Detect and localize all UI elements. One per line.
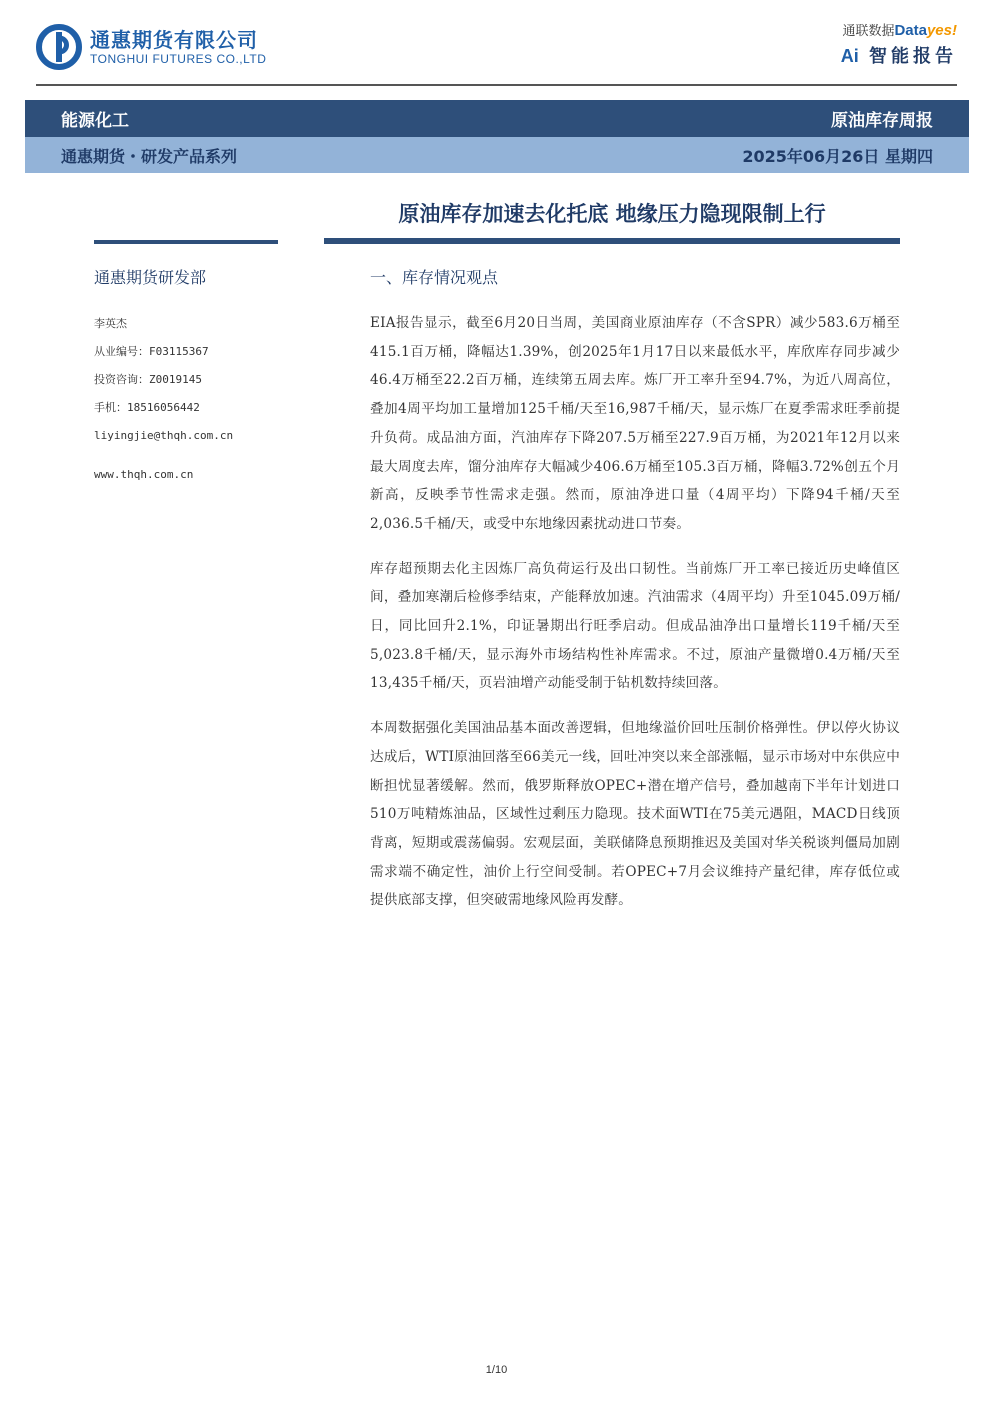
website-link[interactable]: www.thqh.com.cn (94, 468, 194, 481)
company-name-en: TONGHUI FUTURES CO.,LTD (90, 52, 267, 66)
company-logo-icon (36, 24, 82, 70)
report-date: 2025年06月26日 星期四 (742, 146, 933, 166)
sector-label: 能源化工 (61, 111, 129, 131)
email-address[interactable]: liyingjie@thqh.com.cn (94, 429, 234, 442)
category-band (25, 100, 969, 137)
brand-prefix: 通联数据 (842, 24, 895, 39)
report-type-label: 原油库存周报 (831, 111, 933, 131)
series-band (25, 137, 969, 173)
brand-data: Data (894, 22, 927, 39)
page-number: 1/10 (485, 1364, 508, 1376)
author-sidebar (94, 266, 294, 484)
author-name: 李英杰 (94, 317, 127, 330)
brand-yes: yes! (926, 22, 957, 39)
section-body (370, 309, 900, 931)
paragraph: 库存超预期去化主因炼厂高负荷运行及出口韧性。当前炼厂开工率已接近历史峰值区间，叠加寒潮后检修季结束，产能释放加速。汽油需求（4周平均）升至1045.09万桶/日，同比回升2.1%，印证暑期出行旺季启动。但成品油净出口量增长119千桶/天至5,023.8千桶/天，显示海外市场结构性补库需求。不过，原油产量微增0.4万桶/天至13,435千桶/天，页岩油增产动能受制于钻机数持续回落。 (370, 560, 900, 692)
brand-ai: Ai (840, 46, 859, 66)
header-divider (36, 84, 957, 86)
phone-number: 手机：18516056442 (94, 401, 200, 414)
brand-report: 智能报告 (869, 46, 957, 67)
license-number: 从业编号：F03115367 (94, 345, 209, 358)
company-logo (36, 24, 266, 70)
company-name-cn: 通惠期货有限公司 (90, 28, 258, 52)
series-label: 通惠期货・研发产品系列 (61, 146, 238, 166)
report-title: 原油库存加速去化托底 地缘压力隐现限制上行 (398, 202, 826, 226)
department-name: 通惠期货研发部 (94, 268, 207, 287)
title-rule (324, 238, 900, 244)
paragraph: 本周数据强化美国油品基本面改善逻辑，但地缘溢价回吐压制价格弹性。伊以停火协议达成后，WTI原油回落至66美元一线，回吐冲突以来全部涨幅，显示市场对中东供应中断担忧显著缓解。然而，俄罗斯释放OPEC+潜在增产信号，叠加越南下半年计划进口510万吨精炼油品，区域性过剩压力隐现。技术面WTI在75美元遇阻，MACD日线顶背离，短期或震荡偏弱。宏观层面，美联储降息预期推迟及美国对华关税谈判僵局加剧需求端不确定性，油价上行空间受制。若OPEC+7月会议维持产量纪律，库存低位或提供底部支撑，但突破需地缘风险再发酵。 (370, 720, 900, 909)
section-heading: 一、库存情况观点 (370, 268, 499, 287)
datayes-brand (841, 22, 957, 70)
sidebar-rule (94, 240, 278, 244)
consulting-number: 投资咨询：Z0019145 (94, 373, 202, 386)
paragraph: EIA报告显示，截至6月20日当周，美国商业原油库存（不含SPR）减少583.6万桶至415.1百万桶，降幅达1.39%，创2025年1月17日以来最低水平，库欣库存同步减少46.4万桶至22.2百万桶，连续第五周去库。炼厂开工率升至94.7%，为近八周高位，叠加4周平均加工量增加125千桶/天至16,987千桶/天，显示炼厂在夏季需求旺季前提升负荷。成品油方面，汽油库存下降207.5万桶至227.9百万桶，为2021年12月以来最大周度去库，馏分油库存大幅减少406.6万桶至105.3百万桶，降幅3.72%创五个月新高，反映季节性需求走强。然而，原油净进口量（4周平均）下降94千桶/天至2,036.5千桶/天，或受中东地缘因素扰动进口节奏。 (370, 315, 900, 532)
